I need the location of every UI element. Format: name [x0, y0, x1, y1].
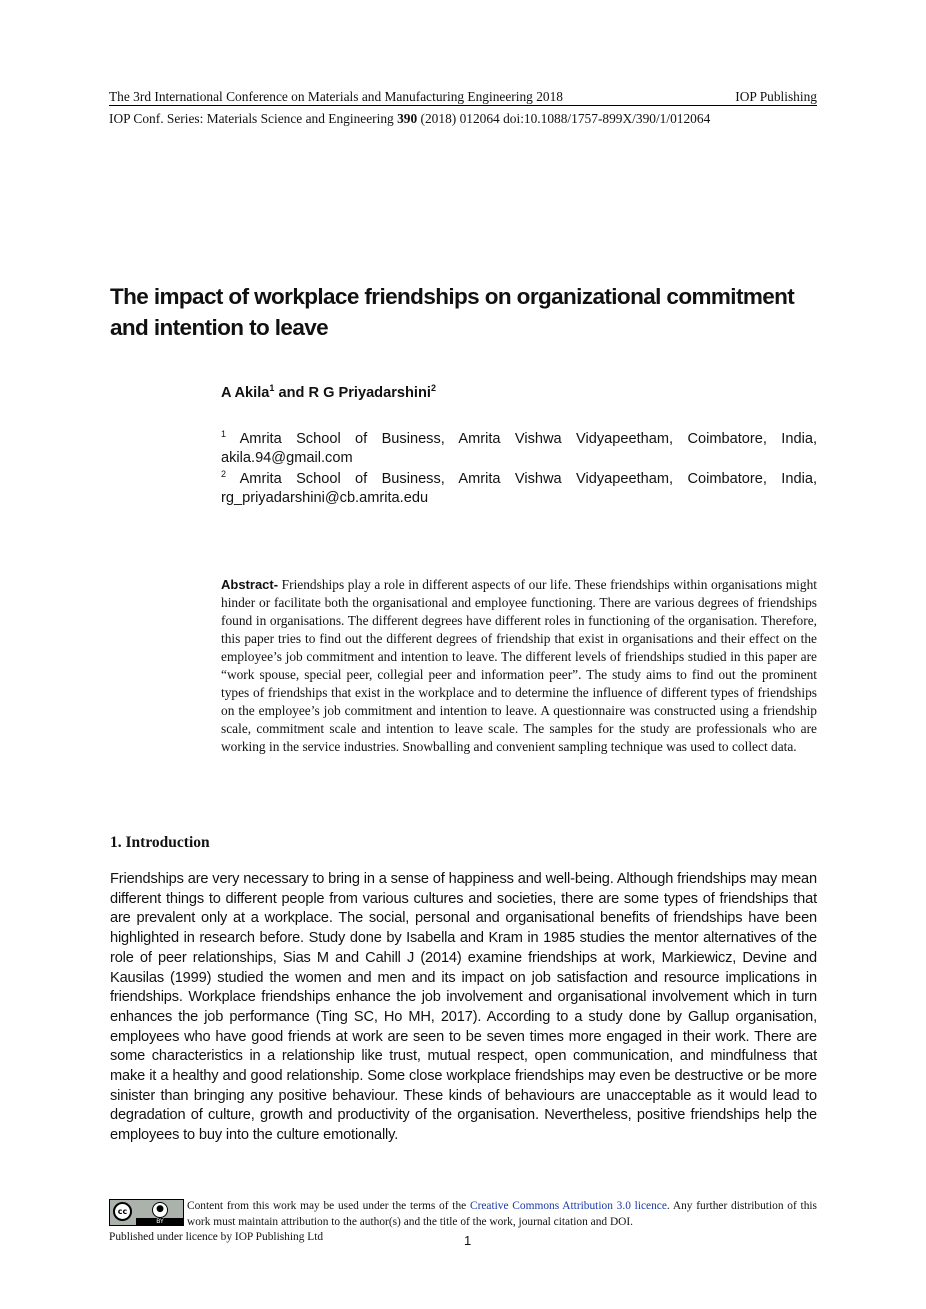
conference-name: The 3rd International Conference on Materials and Manufacturing Engineering 2018	[109, 89, 564, 104]
author-name: R G Priyadarshini	[308, 384, 431, 401]
affiliation-mark: 2	[221, 469, 227, 479]
cc-icon: cc	[113, 1202, 132, 1221]
series-citation	[109, 110, 817, 127]
author-email[interactable]: rg_priyadarshini@cb.amrita.edu	[221, 490, 429, 507]
published-by: Published under licence by IOP Publishing Ltd	[109, 1231, 324, 1243]
series-prefix: IOP Conf. Series: Materials Science and Engineering	[109, 111, 398, 126]
abstract-text: Friendships play a role in different aspects of our life. These friendships within organisations might hinder or facilitate both the organisational and employee functioning. There are various degrees of friendships found in organisations. The different degrees have different roles in functioning of the organisation. Therefore, this paper tries to find out the different degrees of friendship that exist in organisations and their effect on the employee’s job commitment and intention to leave. The different levels of friendships studied in this paper are “work spouse, special peer, collegial peer and information peer”. The study aims to find out the prominent types of friendships that exist in the workplace and to determine the influence of different types of friendships on the employee’s job commitment and intention to leave. A questionnaire was constructed using a friendship scale, commitment scale and intention to leave scale. The samples for the study are professionals who are working in the service industries. Snowballing and convenient sampling technique was used to collect data.	[221, 577, 817, 754]
licence-suffix: . Any further distribution of this work must maintain attribution to the author(s) and the title of the work, journal citation and DOI.	[187, 1200, 817, 1228]
attribution-person-icon: ●	[152, 1202, 168, 1218]
section-heading: 1. Introduction	[110, 834, 210, 851]
page-number: 1	[464, 1233, 472, 1248]
licence-notice	[187, 1199, 817, 1230]
author-affiliation-mark: 1	[269, 383, 275, 393]
creative-commons-badge[interactable]	[109, 1199, 184, 1226]
affiliation-text: Amrita School of Business, Amrita Vishwa Vidyapeetham, Coimbatore, India,	[239, 470, 817, 487]
licence-prefix: Content from this work may be used under the terms of the	[187, 1200, 470, 1212]
author-name: A Akila	[221, 384, 270, 401]
affiliation	[221, 465, 817, 509]
series-suffix: (2018) 012064 doi:10.1088/1757-899X/390/1/012064	[417, 111, 711, 126]
publisher-name: IOP Publishing	[735, 89, 817, 104]
affiliation-mark: 1	[221, 429, 227, 439]
by-label: BY	[136, 1218, 184, 1225]
paper-title: The impact of workplace friendships on organizational commitment and intention to leave	[110, 284, 795, 340]
affiliation	[221, 425, 817, 469]
body-paragraph: Friendships are very necessary to bring in a sense of happiness and well-being. Although friendships may mean different things to different people from various cultures and societies, there are some types of friendships that are prevalent only at a workplace. The social, personal and organisational benefits of friendships have been highlighted in research before. Study done by Isabella and Kram in 1985 studies the mentor alternatives of the role of peer relationships, Sias M and Cahill J (2014) examine friendships at work, Markiewicz, Devine and Kausilas (1999) studied the women and men and its impact on job satisfaction and resource implications in friendships. Workplace friendships enhance the job involvement and organisational involvement which in turn enhances the job performance (Ting SC, Ho MH, 2017). According to a study done by Gallup organisation, employees who have good friends at work are seen to be seven times more engaged in their work. There are some characteristics in a relationship like trust, mutual respect, open communication, and mindfulness that make it a healthy and good relationship. Some close workplace friendships may even be destructive or be more sinister than bringing any positive behaviour. These kinds of behaviours are unacceptable as it would lead to degradation of culture, growth and productivity of the organisation. Nevertheless, positive friendships help the employees to buy into the culture emotionally.	[110, 871, 817, 1144]
author-affiliation-mark: 2	[430, 383, 436, 393]
licence-link[interactable]: Creative Commons Attribution 3.0 licence	[469, 1200, 667, 1212]
abstract	[221, 576, 817, 756]
author-list	[221, 383, 436, 401]
author-email[interactable]: akila.94@gmail.com	[221, 450, 353, 467]
volume-number: 390	[397, 111, 418, 126]
abstract-label: Abstract-	[221, 577, 279, 592]
affiliation-text: Amrita School of Business, Amrita Vishwa Vidyapeetham, Coimbatore, India,	[239, 430, 817, 447]
author-joiner: and	[274, 384, 309, 401]
running-header	[109, 88, 817, 106]
